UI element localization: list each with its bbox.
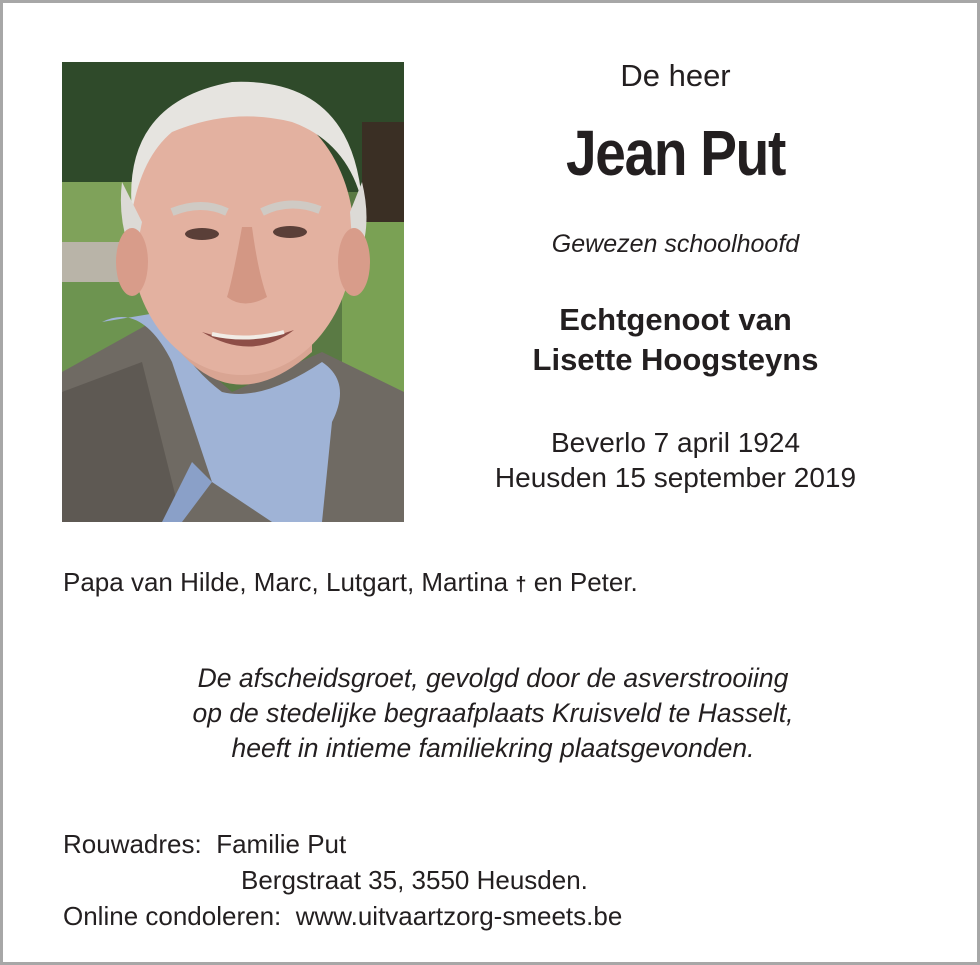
children-last: en Peter. bbox=[533, 567, 638, 597]
portrait-photo bbox=[62, 62, 404, 522]
deceased-name: Jean Put bbox=[565, 117, 786, 189]
death-date: Heusden 15 september 2019 bbox=[494, 462, 857, 493]
dates-block bbox=[443, 425, 908, 495]
condolences-line bbox=[63, 898, 622, 934]
condolences-label: Online condoleren: bbox=[63, 901, 282, 931]
ceremony-line-3: heeft in intieme familiekring plaatsgevonden. bbox=[231, 733, 755, 763]
children-line bbox=[63, 567, 638, 598]
address-street: Bergstraat 35, 3550 Heusden. bbox=[241, 865, 588, 895]
address-block bbox=[63, 826, 622, 934]
address-label: Rouwadres: bbox=[63, 829, 202, 859]
spouse-line-1: Echtgenoot van bbox=[559, 302, 792, 337]
address-name: Familie Put bbox=[216, 829, 347, 859]
spouse-block bbox=[443, 300, 908, 380]
children-list: Papa van Hilde, Marc, Lutgart, Martina bbox=[63, 567, 509, 597]
spouse-name: Lisette Hoogsteyns bbox=[532, 342, 819, 377]
ceremony-line-2: op de stedelijke begraafplaats Kruisveld te Hasselt, bbox=[192, 698, 794, 728]
occupation: Gewezen schoolhoofd bbox=[551, 230, 800, 258]
cross-icon: † bbox=[515, 574, 527, 596]
condolences-url[interactable]: www.uitvaartzorg-smeets.be bbox=[295, 901, 623, 931]
salutation: De heer bbox=[620, 58, 731, 93]
ceremony-text bbox=[3, 661, 980, 766]
birth-date: Beverlo 7 april 1924 bbox=[550, 427, 801, 458]
address-street-line bbox=[63, 862, 622, 898]
address-line bbox=[63, 826, 622, 862]
ceremony-line-1: De afscheidsgroet, gevolgd door de asverstrooiing bbox=[197, 663, 789, 693]
